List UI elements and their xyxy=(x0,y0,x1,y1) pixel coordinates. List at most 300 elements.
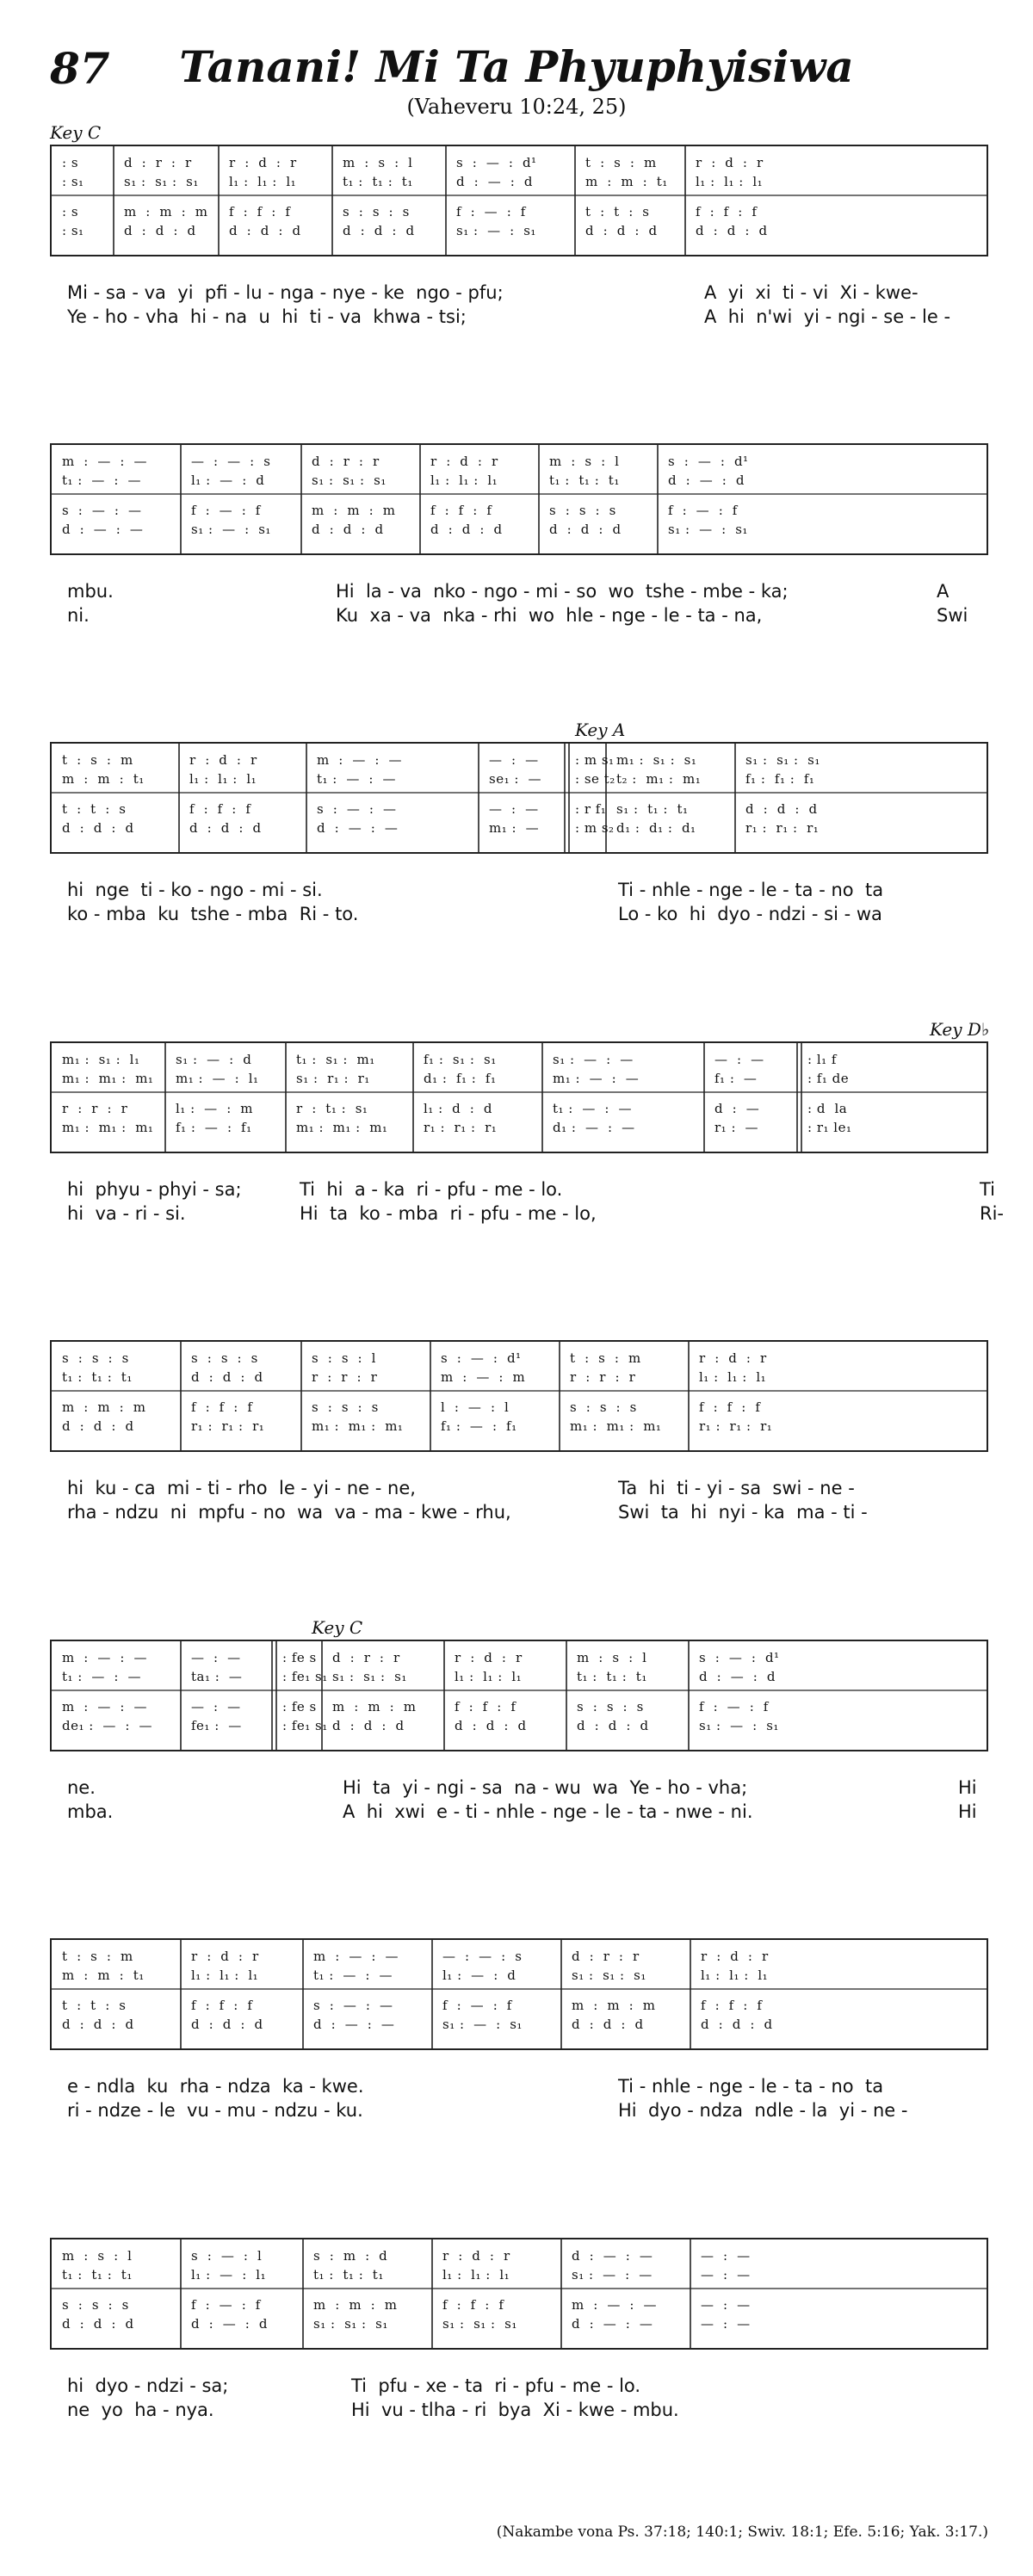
measure-cell: f : f : f xyxy=(696,204,758,219)
voice-row xyxy=(52,1996,987,2015)
measure-cell: r₁ : r₁ : r₁ xyxy=(191,1418,265,1434)
measure-cell: r : d : r xyxy=(229,155,297,170)
measure-cell: s : s : s xyxy=(570,1399,637,1415)
measure-cell: r₁ : — xyxy=(714,1120,759,1135)
measure-cell: s₁ : — : s₁ xyxy=(699,1718,779,1733)
measure-cell: s₁ : — : — xyxy=(572,2267,653,2283)
measure-cell: r : d : r xyxy=(455,1650,523,1665)
voice-row xyxy=(52,1398,987,1417)
lyric-line xyxy=(67,1500,997,1524)
voice-row xyxy=(52,769,987,788)
measure-cell: s₁ : — : s₁ xyxy=(668,522,748,537)
measure-cell: d : — : d xyxy=(668,473,745,488)
lyric-segment: Ti - nhle - nge - le - ta - no ta xyxy=(618,2076,884,2097)
lyric-segment: A hi n'wi yi - ngi - se - le - xyxy=(704,306,951,327)
measure-cell: r : d : r xyxy=(430,454,498,469)
measure-cell: m : — : — xyxy=(313,1949,399,1964)
measure-cell: l₁ : — : l₁ xyxy=(191,2267,267,2283)
measure-cell: d : — : d xyxy=(456,174,533,189)
measure-cell: r₁ : r₁ : r₁ xyxy=(745,820,820,836)
measure-cell: t₁ : — : — xyxy=(313,1968,393,1983)
measure-cell: : fe s xyxy=(282,1699,317,1714)
measure-cell: s : s : s xyxy=(312,1399,379,1415)
measure-cell: ta₁ : — xyxy=(191,1669,243,1684)
lyric-line xyxy=(67,1202,1005,1226)
measure-cell: m₁ : m₁ : m₁ xyxy=(296,1120,388,1135)
measure-cell: s : s : l xyxy=(312,1350,376,1366)
measure-cell: f : f : f xyxy=(699,1399,761,1415)
lyric-segment: Hi la - va nko - ngo - mi - so wo tshe - mbe - ka; xyxy=(336,581,789,602)
measure-cell: l₁ : l₁ : l₁ xyxy=(699,1369,767,1385)
measure-cell: f₁ : — : f₁ xyxy=(441,1418,517,1434)
measure-cell: f : f : f xyxy=(455,1699,516,1714)
measure-cell: s₁ : — : s₁ xyxy=(456,223,536,238)
measure-cell: — : — xyxy=(701,2297,751,2313)
measure-cell: f₁ : f₁ : f₁ xyxy=(745,771,815,787)
lyric-segment: Swi xyxy=(937,605,968,626)
measure-cell: m₁ : m₁ : m₁ xyxy=(62,1071,154,1086)
lyric-line xyxy=(67,1800,997,1824)
measure-cell: m : m : t₁ xyxy=(62,771,145,787)
voice-row xyxy=(52,1966,987,1985)
measure-cell: d : d : d xyxy=(62,2017,134,2032)
lyric-segment: Hi vu - tlha - ri bya Xi - kwe - mbu. xyxy=(351,2400,679,2420)
measure-cell: d : d : d xyxy=(430,522,503,537)
measure-cell: l₁ : — : d xyxy=(191,473,265,488)
measure-cell: r₁ : r₁ : r₁ xyxy=(699,1418,773,1434)
measure-cell: t₁ : — : — xyxy=(62,1669,142,1684)
lyric-segment: Ti xyxy=(980,1179,996,1200)
lyric-segment: Hi ta yi - ngi - sa na - wu wa Ye - ho - vha; xyxy=(343,1777,748,1798)
lyric-segment: hi ku - ca mi - ti - rho le - yi - ne - ne, xyxy=(67,1478,416,1498)
measure-cell: s₁ : s₁ : s₁ xyxy=(442,2316,517,2332)
measure-cell: d : — : — xyxy=(317,820,399,836)
lyric-segment: Hi dyo - ndza ndle - la yi - ne - xyxy=(618,2100,908,2121)
voice-row xyxy=(52,520,987,539)
score-system xyxy=(50,1340,988,1452)
measure-cell: l₁ : l₁ : l₁ xyxy=(430,473,498,488)
measure-cell: l₁ : l₁ : l₁ xyxy=(455,1669,523,1684)
measure-cell: : fe₁ s₁ xyxy=(282,1718,328,1733)
measure-cell: d : d : d xyxy=(191,2017,263,2032)
measure-cell: d : d : d xyxy=(332,1718,405,1733)
measure-cell: m₁ : — : — xyxy=(553,1071,640,1086)
measure-cell: r : d : r xyxy=(191,1949,259,1964)
measure-cell: m : s : l xyxy=(577,1650,647,1665)
measure-cell: s : m : d xyxy=(313,2248,388,2264)
measure-cell: d : d : d xyxy=(745,801,818,817)
lyric-segment: Ri- xyxy=(980,1203,1005,1224)
voice-row xyxy=(52,1368,987,1387)
measure-cell: s : s : s xyxy=(62,2297,129,2313)
measure-cell: m : — : m xyxy=(441,1369,526,1385)
measure-cell: : se t₂ xyxy=(575,771,615,787)
measure-cell: s₁ : s₁ : s₁ xyxy=(745,752,820,768)
key-label: Key A xyxy=(575,720,626,740)
measure-cell: m₁ : — : l₁ xyxy=(176,1071,259,1086)
lyric-segment: ri - ndze - le vu - mu - ndzu - ku. xyxy=(67,2100,363,2121)
voice-row xyxy=(52,202,987,221)
measure-cell: r : d : r xyxy=(442,2248,510,2264)
measure-cell: t₁ : — : — xyxy=(553,1101,633,1116)
measure-cell: f : f : f xyxy=(701,1998,763,2013)
measure-cell: s₁ : — : d xyxy=(176,1052,252,1067)
measure-cell: f : f : f xyxy=(229,204,291,219)
lyric-segment: hi dyo - ndzi - sa; xyxy=(67,2375,229,2396)
measure-cell: t₁ : — : — xyxy=(62,473,142,488)
voice-row xyxy=(52,2314,987,2333)
measure-cell: d : d : d xyxy=(62,2316,134,2332)
voice-row xyxy=(52,2246,987,2265)
measure-cell: : s xyxy=(62,204,79,219)
voice-row xyxy=(52,1648,987,1667)
measure-cell: s₁ : r₁ : r₁ xyxy=(296,1071,370,1086)
measure-cell: t₁ : — : — xyxy=(317,771,397,787)
lyric-segment: Ye - ho - vha hi - na u hi ti - va khwa - tsi; xyxy=(67,306,467,327)
measure-cell: m : — : — xyxy=(62,1699,147,1714)
measure-cell: — : — xyxy=(701,2248,751,2264)
measure-cell: d₁ : — : — xyxy=(553,1120,635,1135)
measure-cell: t₁ : s₁ : m₁ xyxy=(296,1052,375,1067)
measure-cell: t₁ : t₁ : t₁ xyxy=(343,174,413,189)
measure-cell: d : d : d xyxy=(229,223,301,238)
measure-cell: — : — xyxy=(489,801,539,817)
lyric-line xyxy=(67,2374,997,2398)
measure-cell: t : s : m xyxy=(62,752,133,768)
measure-cell: s : s : s xyxy=(577,1699,644,1714)
lyric-segment: e - ndla ku rha - ndza ka - kwe. xyxy=(67,2076,364,2097)
measure-cell: f : f : f xyxy=(442,2297,504,2313)
measure-cell: de₁ : — : — xyxy=(62,1718,152,1733)
measure-cell: s₁ : — : s₁ xyxy=(442,2017,523,2032)
lyric-line xyxy=(67,902,997,926)
voice-row xyxy=(52,1099,987,1118)
lyric-line xyxy=(67,603,997,627)
measure-cell: : s₁ xyxy=(62,223,84,238)
measure-cell: s : s : s xyxy=(343,204,410,219)
lyric-segment: hi nge ti - ko - ngo - mi - si. xyxy=(67,880,323,900)
measure-cell: — : — xyxy=(701,2316,751,2332)
measure-cell: f : — : f xyxy=(442,1998,512,2013)
measure-cell: d : d : d xyxy=(572,2017,644,2032)
measure-cell: m₁ : m₁ : m₁ xyxy=(62,1120,154,1135)
measure-cell: l₁ : l₁ : l₁ xyxy=(696,174,764,189)
score-system xyxy=(50,145,988,256)
measure-cell: s₁ : t₁ : t₁ xyxy=(616,801,689,817)
measure-cell: r₁ : r₁ : r₁ xyxy=(424,1120,498,1135)
measure-cell: d : r : r xyxy=(312,454,380,469)
measure-cell: f : — : f xyxy=(668,503,738,518)
measure-cell: m : s : l xyxy=(549,454,620,469)
lyric-line xyxy=(67,1476,997,1500)
measure-cell: l₁ : l₁ : l₁ xyxy=(191,1968,259,1983)
lyric-segment: A xyxy=(937,581,949,602)
voice-row xyxy=(52,1050,987,1069)
voice-row xyxy=(52,800,987,819)
lyric-segment: A yi xi ti - vi Xi - kwe- xyxy=(704,282,919,303)
measure-cell: m : — : — xyxy=(62,454,147,469)
key-label: Key C xyxy=(50,122,102,143)
voice-row xyxy=(52,153,987,172)
measure-cell: s : — : — xyxy=(313,1998,393,2013)
measure-cell: m : s : l xyxy=(343,155,413,170)
measure-cell: — : — xyxy=(489,752,539,768)
lyric-segment: Mi - sa - va yi pfi - lu - nga - nye - ke ngo - pfu; xyxy=(67,282,504,303)
lyric-segment: Lo - ko hi dyo - ndzi - si - wa xyxy=(618,904,882,924)
lyric-line xyxy=(67,2098,997,2122)
measure-cell: m₁ : — xyxy=(489,820,540,836)
measure-cell: d : d : d xyxy=(343,223,415,238)
measure-cell: d : — : d xyxy=(191,2316,268,2332)
measure-cell: s : — : — xyxy=(62,503,142,518)
measure-cell: m₁ : m₁ : m₁ xyxy=(312,1418,404,1434)
voice-row xyxy=(52,1417,987,1436)
score-system xyxy=(50,1640,988,1751)
measure-cell: d : — : — xyxy=(313,2017,395,2032)
voice-row xyxy=(52,1349,987,1368)
score-system xyxy=(50,1041,988,1153)
score-system xyxy=(50,443,988,555)
voice-row xyxy=(52,1716,987,1735)
measure-cell: : m s₁ xyxy=(575,752,615,768)
measure-cell: d : — : — xyxy=(572,2248,653,2264)
measure-cell: t₁ : t₁ : t₁ xyxy=(62,1369,133,1385)
measure-cell: : s₁ xyxy=(62,174,84,189)
key-label: Key D♭ xyxy=(930,1019,990,1040)
lyric-segment: Ti pfu - xe - ta ri - pfu - me - lo. xyxy=(351,2375,641,2396)
voice-row xyxy=(52,172,987,191)
score-system xyxy=(50,2238,988,2350)
hymn-number: 87 xyxy=(50,43,110,94)
lyric-segment: Hi ta ko - mba ri - pfu - me - lo, xyxy=(300,1203,597,1224)
voice-row xyxy=(52,2295,987,2314)
measure-cell: d : d : d xyxy=(577,1718,649,1733)
measure-cell: t₂ : m₁ : m₁ xyxy=(616,771,702,787)
lyric-line xyxy=(67,281,997,305)
lyric-segment: A hi xwi e - ti - nhle - nge - le - ta - nwe - ni. xyxy=(343,1801,753,1822)
measure-cell: s₁ : s₁ : s₁ xyxy=(313,2316,388,2332)
measure-cell: : f₁ de xyxy=(807,1071,850,1086)
measure-cell: d₁ : f₁ : f₁ xyxy=(424,1071,497,1086)
score-system xyxy=(50,1938,988,2050)
measure-cell: m : m : m xyxy=(313,2297,398,2313)
lyric-segment: Swi ta hi nyi - ka ma - ti - xyxy=(618,1502,868,1523)
measure-cell: — : — xyxy=(191,1699,241,1714)
measure-cell: s : — : l xyxy=(191,2248,263,2264)
measure-cell: s : — : — xyxy=(317,801,397,817)
measure-cell: t : t : s xyxy=(585,204,650,219)
measure-cell: r : r : r xyxy=(62,1101,128,1116)
measure-cell: d : — : — xyxy=(62,522,144,537)
measure-cell: t₁ : t₁ : t₁ xyxy=(577,1669,647,1684)
measure-cell: m₁ : m₁ : m₁ xyxy=(570,1418,662,1434)
measure-cell: d : r : r xyxy=(572,1949,640,1964)
measure-cell: l₁ : l₁ : l₁ xyxy=(701,1968,769,1983)
measure-cell: m : m : m xyxy=(332,1699,417,1714)
lyric-segment: Hi xyxy=(958,1801,977,1822)
measure-cell: l₁ : d : d xyxy=(424,1101,492,1116)
measure-cell: f : — : f xyxy=(191,2297,261,2313)
measure-cell: m : — : — xyxy=(572,2297,657,2313)
voice-row xyxy=(52,819,987,837)
voice-row xyxy=(52,501,987,520)
measure-cell: t : t : s xyxy=(62,801,127,817)
measure-cell: m : m : t₁ xyxy=(585,174,668,189)
measure-cell: m₁ : s₁ : s₁ xyxy=(616,752,697,768)
voice-row xyxy=(52,471,987,490)
measure-cell: d : d : d xyxy=(124,223,196,238)
measure-cell: r : d : r xyxy=(699,1350,767,1366)
measure-cell: l₁ : — : d xyxy=(442,1968,516,1983)
measure-cell: m : m : t₁ xyxy=(62,1968,145,1983)
voice-row xyxy=(52,2015,987,2034)
measure-cell: f : f : f xyxy=(189,801,251,817)
key-label: Key C xyxy=(312,1617,363,1638)
measure-cell: f : — : f xyxy=(191,503,261,518)
measure-cell: s₁ : s₁ : s₁ xyxy=(332,1669,407,1684)
lyric-segment: Ta hi ti - yi - sa swi - ne - xyxy=(618,1478,855,1498)
measure-cell: d₁ : d₁ : d₁ xyxy=(616,820,696,836)
voice-row xyxy=(52,1069,987,1088)
lyric-line xyxy=(67,1177,997,1202)
lyric-segment: ni. xyxy=(67,605,90,626)
measure-cell: d : d : d xyxy=(701,2017,773,2032)
measure-cell: d : — : d xyxy=(699,1669,776,1684)
lyric-segment: hi va - ri - si. xyxy=(67,1203,186,1224)
measure-cell: r : d : r xyxy=(701,1949,769,1964)
measure-cell: s₁ : — : — xyxy=(553,1052,634,1067)
measure-cell: fe₁ : — xyxy=(191,1718,242,1733)
lyric-line xyxy=(67,579,997,603)
measure-cell: m : m : m xyxy=(572,1998,656,2013)
measure-cell: : d la xyxy=(807,1101,848,1116)
measure-cell: d : d : d xyxy=(62,820,134,836)
voice-row xyxy=(52,221,987,240)
measure-cell: t : t : s xyxy=(62,1998,127,2013)
lyric-segment: Hi xyxy=(958,1777,977,1798)
voice-row xyxy=(52,1947,987,1966)
measure-cell: : r f₁ xyxy=(575,801,607,817)
measure-cell: : fe s xyxy=(282,1650,317,1665)
measure-cell: d : d : d xyxy=(696,223,768,238)
lyric-segment: mba. xyxy=(67,1801,114,1822)
voice-row xyxy=(52,1697,987,1716)
measure-cell: r : d : r xyxy=(696,155,764,170)
measure-cell: d : d : d xyxy=(189,820,262,836)
measure-cell: — : — : s xyxy=(191,454,271,469)
measure-cell: m : m : m xyxy=(312,503,396,518)
scripture-reference: (Vaheveru 10:24, 25) xyxy=(406,95,627,119)
measure-cell: f : — : f xyxy=(456,204,526,219)
lyric-segment: rha - ndzu ni mpfu - no wa va - ma - kwe - rhu, xyxy=(67,1502,511,1523)
measure-cell: f : f : f xyxy=(191,1399,253,1415)
measure-cell: s : s : s xyxy=(549,503,616,518)
measure-cell: d : d : d xyxy=(62,1418,134,1434)
measure-cell: r : r : r xyxy=(312,1369,378,1385)
measure-cell: r : r : r xyxy=(570,1369,636,1385)
measure-cell: s₁ : s₁ : s₁ xyxy=(572,1968,646,1983)
measure-cell: d : d : d xyxy=(585,223,658,238)
measure-cell: : m s₂ xyxy=(575,820,615,836)
measure-cell: t : s : m xyxy=(62,1949,133,1964)
measure-cell: : s xyxy=(62,155,79,170)
measure-cell: m : s : l xyxy=(62,2248,133,2264)
lyric-segment: ko - mba ku tshe - mba Ri - to. xyxy=(67,904,359,924)
measure-cell: r : d : r xyxy=(189,752,257,768)
measure-cell: r : t₁ : s₁ xyxy=(296,1101,368,1116)
voice-row xyxy=(52,1118,987,1137)
measure-cell: f : — : f xyxy=(699,1699,769,1714)
hymn-title: Tanani! Mi Ta Phyuphyisiwa xyxy=(179,41,854,92)
lyric-segment: Ku xa - va nka - rhi wo hle - nge - le - ta - na, xyxy=(336,605,763,626)
measure-cell: d : d : d xyxy=(191,1369,263,1385)
measure-cell: t : s : m xyxy=(570,1350,641,1366)
measure-cell: f₁ : — xyxy=(714,1071,758,1086)
measure-cell: d : d : d xyxy=(312,522,384,537)
voice-row xyxy=(52,2265,987,2284)
footer-references: (Nakambe vona Ps. 37:18; 140:1; Swiv. 18:1; Efe. 5:16; Yak. 3:17.) xyxy=(496,2523,988,2541)
measure-cell: s : s : s xyxy=(191,1350,258,1366)
lyric-segment: mbu. xyxy=(67,581,114,602)
measure-cell: f : f : f xyxy=(430,503,492,518)
measure-cell: t : s : m xyxy=(585,155,657,170)
voice-row xyxy=(52,751,987,769)
measure-cell: s₁ : s₁ : s₁ xyxy=(312,473,387,488)
measure-cell: m : — : — xyxy=(62,1650,147,1665)
lyric-line xyxy=(67,2398,997,2422)
measure-cell: — : — xyxy=(191,1650,241,1665)
lyric-line xyxy=(67,1776,997,1800)
measure-cell: s : — : d¹ xyxy=(668,454,749,469)
measure-cell: l₁ : l₁ : l₁ xyxy=(442,2267,510,2283)
measure-cell: l₁ : l₁ : l₁ xyxy=(229,174,297,189)
measure-cell: d : — : — xyxy=(572,2316,653,2332)
measure-cell: l₁ : — : m xyxy=(176,1101,254,1116)
voice-row xyxy=(52,452,987,471)
measure-cell: d : d : d xyxy=(549,522,622,537)
measure-cell: t₁ : t₁ : t₁ xyxy=(62,2267,133,2283)
lyric-segment: ne yo ha - nya. xyxy=(67,2400,214,2420)
measure-cell: l : — : l xyxy=(441,1399,510,1415)
measure-cell: — : — : s xyxy=(442,1949,523,1964)
measure-cell: s : — : d¹ xyxy=(456,155,537,170)
measure-cell: — : — xyxy=(714,1052,764,1067)
measure-cell: s : — : d¹ xyxy=(699,1650,780,1665)
measure-cell: s : — : d¹ xyxy=(441,1350,522,1366)
measure-cell: l₁ : l₁ : l₁ xyxy=(189,771,257,787)
lyric-line xyxy=(67,305,997,329)
lyric-segment: ne. xyxy=(67,1777,96,1798)
measure-cell: t₁ : t₁ : t₁ xyxy=(549,473,620,488)
lyric-segment: Ti hi a - ka ri - pfu - me - lo. xyxy=(300,1179,563,1200)
measure-cell: s : s : s xyxy=(62,1350,129,1366)
measure-cell: — : — xyxy=(701,2267,751,2283)
measure-cell: f₁ : s₁ : s₁ xyxy=(424,1052,497,1067)
score-system xyxy=(50,742,988,854)
voice-row xyxy=(52,1667,987,1686)
measure-cell: d : r : r xyxy=(124,155,192,170)
measure-cell: : r₁ le₁ xyxy=(807,1120,852,1135)
measure-cell: d : r : r xyxy=(332,1650,400,1665)
measure-cell: m : m : m xyxy=(124,204,208,219)
measure-cell: t₁ : t₁ : t₁ xyxy=(313,2267,384,2283)
measure-cell: se₁ : — xyxy=(489,771,541,787)
measure-cell: d : — xyxy=(714,1101,760,1116)
lyric-line xyxy=(67,2074,997,2098)
measure-cell: m : — : — xyxy=(317,752,402,768)
measure-cell: : fe₁ s₁ xyxy=(282,1669,328,1684)
measure-cell: f₁ : — : f₁ xyxy=(176,1120,252,1135)
